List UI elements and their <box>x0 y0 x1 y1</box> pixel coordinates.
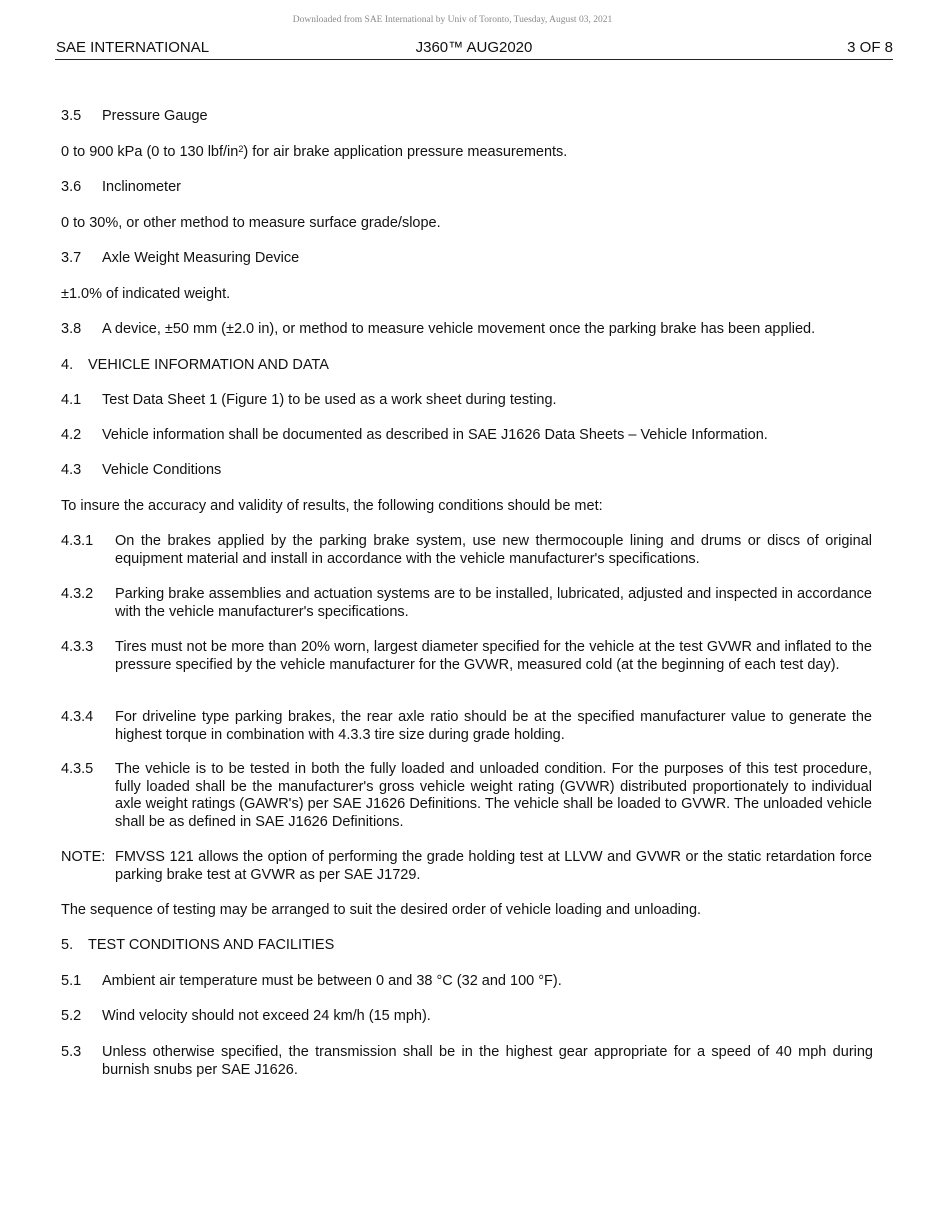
section-number: 4.3.1 <box>61 533 94 549</box>
paragraph-4-3: To insure the accuracy and validity of results, the following conditions should be met: <box>61 498 603 514</box>
section-number: 5.3 <box>61 1044 82 1060</box>
paragraph-3-5 <box>61 144 873 162</box>
download-watermark: Downloaded from SAE International by Univ of Toronto, Tuesday, August 03, 2021 <box>292 15 613 25</box>
text-run: ) for air brake application pressure measurements. <box>243 144 568 160</box>
section-title: Inclinometer <box>102 179 181 195</box>
section-text: The vehicle is to be tested in both the fully loaded and unloaded condition. For the purposes of this test procedure, fully loaded shall be the manufacturer's gross vehicle weight rating (GVWR) distributed proportionately to individual axle weight ratings (GAWR's) per SAE J1626 Definitions. The vehicle shall be loaded to GVWR. The unloaded vehicle shall be as defined in SAE J1626 Definitions. <box>115 761 872 830</box>
section-text: Wind velocity should not exceed 24 km/h (15 mph). <box>102 1008 431 1024</box>
section-text: Vehicle information shall be documented as described in SAE J1626 Data Sheets – Vehicle Information. <box>102 427 768 443</box>
paragraph-3-7: ±1.0% of indicated weight. <box>61 286 231 302</box>
note-text: FMVSS 121 allows the option of performing the grade holding test at LLVW and GVWR or the static retardation force parking brake test at GVWR as per SAE J1729. <box>115 849 872 883</box>
section-text: Parking brake assemblies and actuation systems are to be installed, lubricated, adjusted and inspected in accordance with the vehicle manufacturer's specifications. <box>115 586 872 620</box>
section-text: On the brakes applied by the parking brake system, use new thermocouple lining and drums or discs of original equipment material and install in accordance with the vehicle manufacturer's specifications. <box>115 533 872 567</box>
section-number: 4.2 <box>61 427 82 443</box>
section-text: Ambient air temperature must be between 0 and 38 °C (32 and 100 °F). <box>102 973 562 989</box>
header-doc-id: J360™ AUG2020 <box>415 39 533 56</box>
section-number: 5. <box>61 937 74 953</box>
section-number: 3.5 <box>61 108 82 124</box>
section-4-3-4 <box>61 709 873 744</box>
section-title: TEST CONDITIONS AND FACILITIES <box>88 937 335 953</box>
section-text: Unless otherwise specified, the transmission shall be in the highest gear appropriate for a speed of 40 mph during burnish snubs per SAE J1626. <box>102 1044 873 1078</box>
header-org: SAE INTERNATIONAL <box>56 39 210 56</box>
section-text: For driveline type parking brakes, the rear axle ratio should be at the specified manufacturer value to generate the highest torque in combination with 4.3.3 tire size during grade holding. <box>115 709 872 743</box>
section-title: VEHICLE INFORMATION AND DATA <box>88 357 329 373</box>
section-4-3-3 <box>61 639 873 674</box>
superscript: 2 <box>238 144 244 154</box>
section-text: A device, ±50 mm (±2.0 in), or method to measure vehicle movement once the parking brake has been applied. <box>102 321 816 337</box>
section-number: 3.6 <box>61 179 82 195</box>
section-number: 5.2 <box>61 1008 82 1024</box>
section-4-3-5 <box>61 761 873 831</box>
section-4-3-1 <box>61 533 873 568</box>
section-4-3-2 <box>61 586 873 621</box>
section-number: 4.3.5 <box>61 761 94 777</box>
text-run: 0 to 900 kPa (0 to 130 lbf/in <box>61 144 239 160</box>
section-number: 4.3.4 <box>61 709 94 725</box>
section-number: 3.8 <box>61 321 82 337</box>
page-header <box>55 38 893 60</box>
note <box>61 849 873 884</box>
section-number: 4. <box>61 357 74 373</box>
section-number: 5.1 <box>61 973 82 989</box>
section-number: 4.3.3 <box>61 639 94 655</box>
section-number: 4.3 <box>61 462 82 478</box>
section-number: 4.1 <box>61 392 82 408</box>
paragraph-3-6: 0 to 30%, or other method to measure surface grade/slope. <box>61 215 441 231</box>
section-title: Vehicle Conditions <box>102 462 222 478</box>
section-number: 4.3.2 <box>61 586 94 602</box>
section-number: 3.7 <box>61 250 82 266</box>
section-text: Tires must not be more than 20% worn, largest diameter specified for the vehicle at the test GVWR and inflated to the pressure specified by the vehicle manufacturer for the GVWR, measured cold (at the beginning of each test day). <box>115 639 872 673</box>
note-label: NOTE: <box>61 849 106 865</box>
section-title: Axle Weight Measuring Device <box>102 250 300 266</box>
section-text: Test Data Sheet 1 (Figure 1) to be used as a work sheet during testing. <box>102 392 557 408</box>
header-page-number: 3 OF 8 <box>847 39 893 56</box>
paragraph-sequence: The sequence of testing may be arranged to suit the desired order of vehicle loading and unloading. <box>61 902 702 918</box>
section-title: Pressure Gauge <box>102 108 208 124</box>
